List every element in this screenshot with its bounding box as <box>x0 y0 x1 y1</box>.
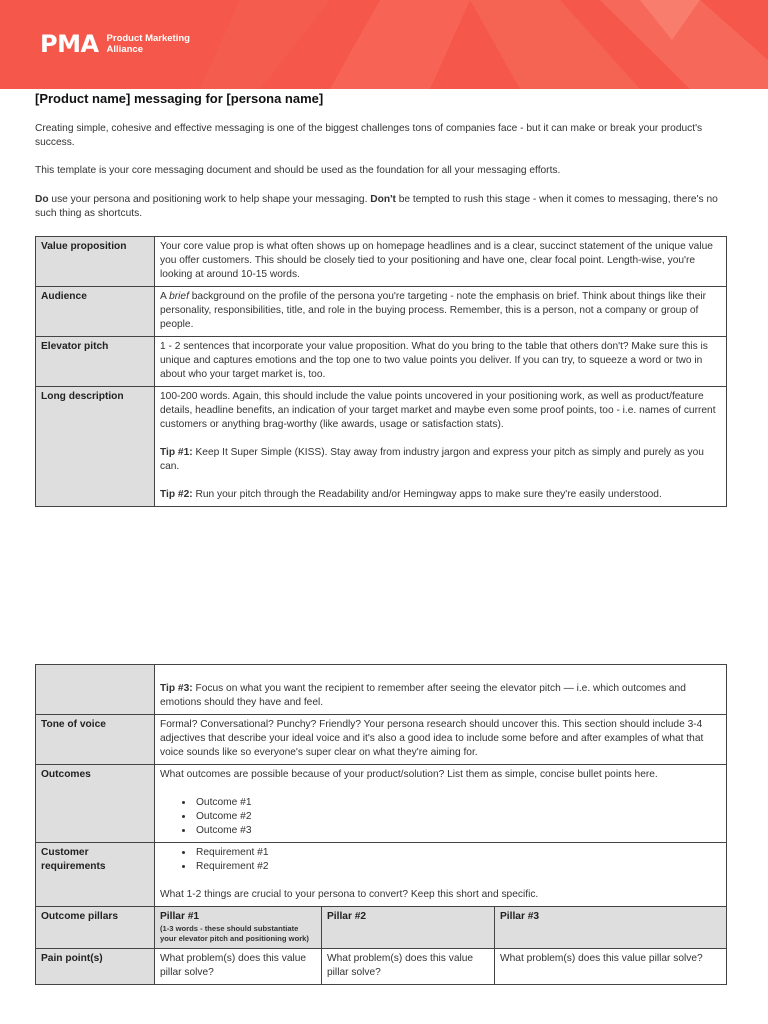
tip-2-label: Tip #2: <box>160 489 193 500</box>
table-row <box>36 949 727 985</box>
table-row <box>36 387 727 507</box>
tip-3-label: Tip #3: <box>160 683 193 694</box>
row-label-customer-requirements: Customer requirements <box>36 843 155 907</box>
table-row <box>36 237 727 287</box>
row-label-audience: Audience <box>36 287 155 337</box>
list-item: • Outcome #1 <box>194 796 721 810</box>
long-description-text: 100-200 words. Again, this should include the value points uncovered in your positioning work, as well as product/feature details, headline benefits, an indication of your target market and maybe even some proof points, too - i.e. names of current customers or anything brag-worthy (like awards, usage or satisfaction stats). <box>160 391 716 430</box>
table-row <box>36 715 727 765</box>
row-label-continued <box>36 665 155 715</box>
row-label-outcomes: Outcomes <box>36 765 155 843</box>
pillar-1-note: (1-3 words - these should substantiate your elevator pitch and positioning work) <box>160 924 309 943</box>
audience-post: background on the profile of the persona you're targeting - note the emphasis on brief. Think about things like their personality, responsibilities, title, and role in the buying process. Remember, this is a person, not a company or group of people. <box>160 291 707 330</box>
row-label-tone-of-voice: Tone of voice <box>36 715 155 765</box>
tip-1-label: Tip #1: <box>160 447 193 458</box>
outcomes-cell[interactable] <box>155 765 727 843</box>
pain-point-2[interactable]: What problem(s) does this value pillar solve? <box>322 949 495 985</box>
value-proposition-text[interactable]: Your core value prop is what often shows up on homepage headlines and is a clear, succinct statement of the unique value you offer customers. This should be closely tied to your positioning and have one, clear focal point. Length-wise, you're looking at around 10-15 words. <box>155 237 727 287</box>
elevator-pitch-text[interactable]: 1 - 2 sentences that incorporate your value proposition. What do you bring to the table that others don't? Make sure this is unique and captures emotions and the top one to two value points you deliver. If you can try, to squeeze a word or two in about who your target market is, too. <box>155 337 727 387</box>
audience-emphasis: brief <box>169 291 189 302</box>
pillar-2-header[interactable] <box>322 907 495 949</box>
table-row <box>36 843 727 907</box>
messaging-table-1 <box>35 236 727 507</box>
table-row <box>36 907 727 949</box>
pillar-1-header[interactable] <box>155 907 322 949</box>
outcomes-text: What outcomes are possible because of your product/solution? List them as simple, concise bullet points here. <box>160 769 658 780</box>
pillar-1-title: Pillar #1 <box>160 911 200 922</box>
header-banner <box>0 0 768 89</box>
row-label-long-description: Long description <box>36 387 155 507</box>
guidance-paragraph <box>35 193 725 221</box>
logo-line-2: Alliance <box>106 44 143 55</box>
table-row <box>36 765 727 843</box>
tip-2-text: Run your pitch through the Readability and/or Hemingway apps to make sure they're easily understood. <box>192 489 662 500</box>
tip-3 <box>160 682 721 710</box>
logo-line-1: Product Marketing <box>106 33 190 44</box>
messaging-table-2 <box>35 664 727 985</box>
pillar-2-title: Pillar #2 <box>327 911 367 922</box>
pain-point-3[interactable]: What problem(s) does this value pillar solve? <box>495 949 727 985</box>
row-label-value-proposition: Value proposition <box>36 237 155 287</box>
requirements-list <box>160 846 721 874</box>
audience-text[interactable] <box>155 287 727 337</box>
row-label-elevator-pitch: Elevator pitch <box>36 337 155 387</box>
outcomes-list <box>160 796 721 838</box>
list-item: • Outcome #2 <box>194 810 721 824</box>
dont-text: be tempted to rush this stage - when it comes to messaging, there's no such thing as shortcuts. <box>35 194 718 219</box>
customer-requirements-cell[interactable] <box>155 843 727 907</box>
row-label-pain-points: Pain point(s) <box>36 949 155 985</box>
list-item: • Requirement #1 <box>194 846 721 860</box>
logo-wordmark <box>107 33 190 55</box>
table-row <box>36 665 727 715</box>
tip-1-text: Keep It Super Simple (KISS). Stay away from industry jargon and express your pitch as simply and purely as you can. <box>160 447 704 472</box>
dont-label: Don't <box>370 194 396 205</box>
intro-paragraph-1: Creating simple, cohesive and effective messaging is one of the biggest challenges tons of companies face - but it can make or break your product's success. <box>35 123 703 148</box>
list-item: • Requirement #2 <box>194 860 721 874</box>
pillar-3-header[interactable] <box>495 907 727 949</box>
pain-point-1[interactable]: What problem(s) does this value pillar solve? <box>155 949 322 985</box>
logo-mark: PMA <box>40 30 99 58</box>
row-label-outcome-pillars: Outcome pillars <box>36 907 155 949</box>
do-label: Do <box>35 194 49 205</box>
tone-of-voice-text[interactable]: Formal? Conversational? Punchy? Friendly? Your persona research should uncover this. This section should include 3-4 adjectives that describe your ideal voice and it's also a good idea to include some before and after examples of what that voice sounds like so everyone's super clear on what they're aiming for. <box>155 715 727 765</box>
long-description-cell[interactable] <box>155 387 727 507</box>
table-row <box>36 337 727 387</box>
document-title: [Product name] messaging for [persona name] <box>35 91 324 106</box>
tip-3-text: Focus on what you want the recipient to remember after seeing the elevator pitch — i.e. which outcomes and emotions should they have and feel. <box>160 683 686 708</box>
customer-requirements-text: What 1-2 things are crucial to your persona to convert? Keep this short and specific. <box>160 889 539 900</box>
do-text: use your persona and positioning work to help shape your messaging. <box>48 194 371 205</box>
pillar-3-title: Pillar #3 <box>500 911 540 922</box>
list-item: • Outcome #3 <box>194 824 721 838</box>
pma-logo[interactable] <box>40 32 190 56</box>
audience-pre: A <box>160 291 170 302</box>
table-row <box>36 287 727 337</box>
tip-2 <box>160 488 721 502</box>
tip-3-cell[interactable] <box>155 665 727 715</box>
tip-1 <box>160 446 721 474</box>
intro-paragraph-2: This template is your core messaging document and should be used as the foundation for all your messaging efforts. <box>35 165 561 176</box>
